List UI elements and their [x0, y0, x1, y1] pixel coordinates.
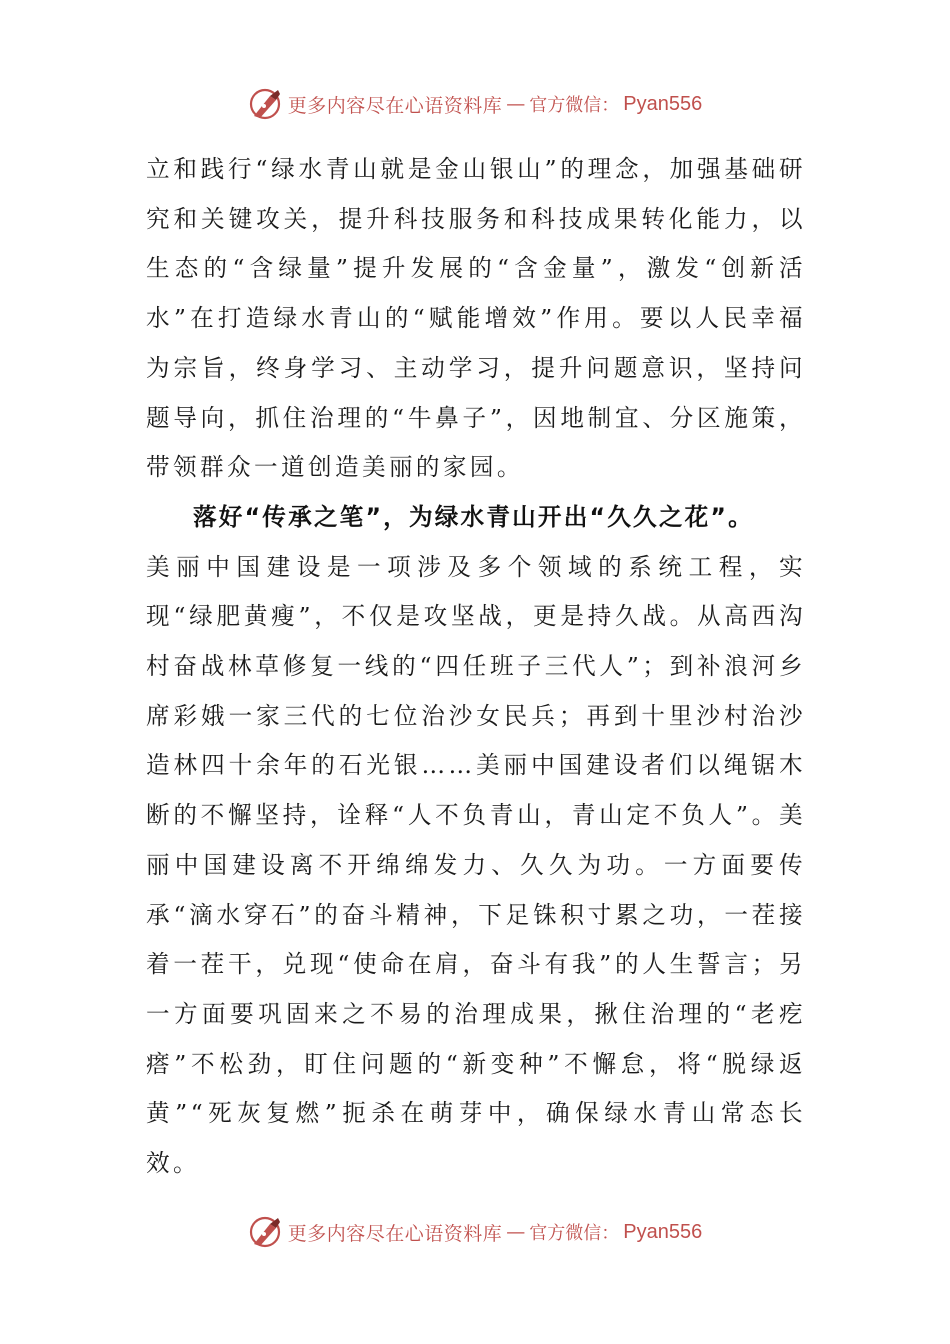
footer-brand: 更多内容尽在心语资料库 — [287, 1222, 503, 1245]
body-paragraph: 美丽中国建设是一项涉及多个领域的系统工程，实现“绿肥黄瘦”，不仅是攻坚战，更是持久战。从高西沟村奋战林草修复一线的“四任班子三代人”；到补浪河乡席彩娥一家三代的七位治沙女民兵；再到十里沙村治沙造林四十余年的石光银……美丽中国建设者们以绳锯木断的不懈坚持，诠释“人不负青山，青山定不负人”。美丽中国建设离不开绵绵发力、久久为功。一方面要传承“滴水穿石”的奋斗精神，下足铢积寸累之功，一茬接着一茬干，兑现“使命在肩，奋斗有我”的人生誓言；另一方面要巩固来之不易的治理成果，揪住治理的“老疙瘩”不松劲，盯住问题的“新变种”不懈怠，将“脱绿返黄”“死灰复燃”扼杀在萌芽中，确保绿水青山常态长效。 — [146, 552, 806, 1178]
header-wechat-id: Pyan556 — [623, 92, 703, 115]
footer-wechat-id: Pyan556 — [623, 1220, 703, 1243]
footer-wechat-label: 官方微信： — [529, 1223, 620, 1244]
header-dash: — — [506, 93, 526, 115]
body-paragraph: 立和践行“绿水青山就是金山银山”的理念，加强基础研究和关键攻关，提升科技服务和科技成果转化能力，以生态的“含绿量”提升发展的“含金量”，激发“创新活水”在打造绿水青山的“赋能增效”作用。要以人民幸福为宗旨，终身学习、主动学习，提升问题意识，坚持问题导向，抓住治理的“牛鼻子”，因地制宜、分区施策，带领群众一道创造美丽的家园。 — [146, 155, 806, 482]
pen-nib-logo-icon — [248, 1214, 284, 1250]
header-wechat-label: 官方微信： — [529, 95, 620, 116]
footer-dash: — — [506, 1221, 526, 1243]
footer-banner — [0, 1212, 950, 1252]
section-heading: 落好“传承之笔”，为绿水青山开出“久久之花”。 — [193, 502, 754, 531]
document-body — [146, 145, 806, 1189]
header-brand: 更多内容尽在心语资料库 — [287, 94, 503, 117]
pen-nib-logo-icon — [248, 86, 284, 122]
header-banner — [0, 84, 950, 124]
